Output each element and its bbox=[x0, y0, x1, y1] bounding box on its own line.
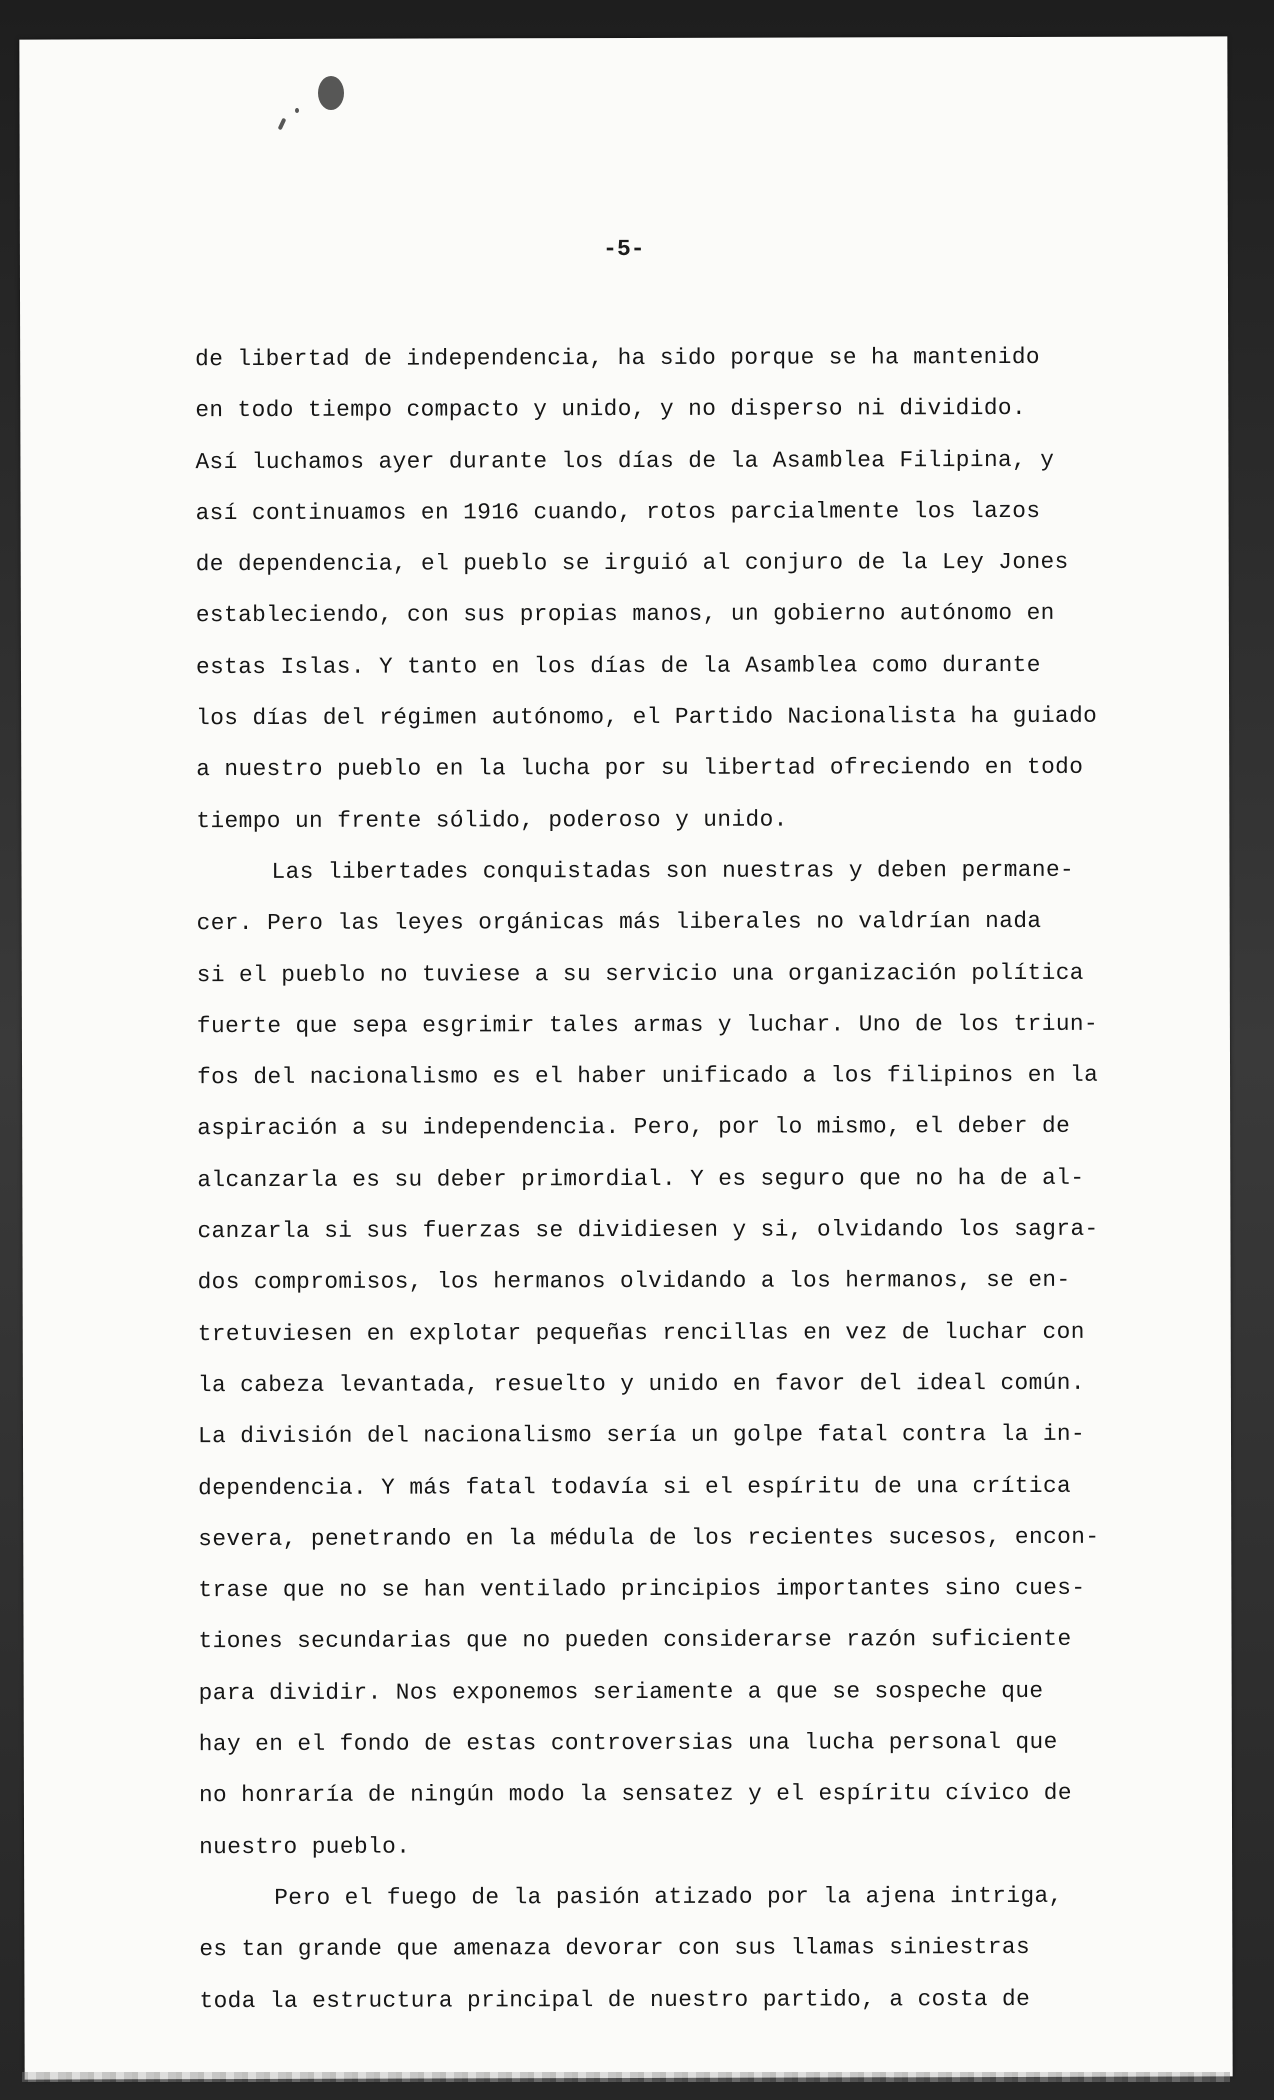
paragraph-first-line: Las libertades conquistadas son nuestras y deben permane- bbox=[271, 856, 1075, 885]
text-line: nuestro pueblo. bbox=[199, 1833, 411, 1860]
body-text bbox=[195, 331, 1219, 2026]
ink-blot-mark bbox=[318, 76, 344, 110]
text-line: aspiración a su independencia. Pero, por lo mismo, el deber de bbox=[197, 1113, 1071, 1142]
text-line: a nuestro pueblo en la lucha por su libertad ofreciendo en todo bbox=[196, 754, 1084, 783]
text-line: tiempo un frente sólido, poderoso y unido. bbox=[196, 806, 788, 834]
text-line: alcanzarla es su deber primordial. Y es seguro que no ha de al- bbox=[197, 1164, 1085, 1193]
text-line: la cabeza levantada, resuelto y unido en favor del ideal común. bbox=[197, 1369, 1085, 1399]
text-line: trase que no se han ventilado principios importantes sino cues- bbox=[198, 1574, 1086, 1604]
paragraph-first-line: Pero el fuego de la pasión atizado por la ajena intriga, bbox=[274, 1882, 1063, 1911]
text-line: no honraría de ningún modo la sensatez y el espíritu cívico de bbox=[198, 1780, 1072, 1809]
text-line: dos compromisos, los hermanos olvidando a los hermanos, se en- bbox=[197, 1267, 1071, 1296]
text-line: dependencia. Y más fatal todavía si el espíritu de una crítica bbox=[198, 1472, 1072, 1501]
page-number: -5- bbox=[603, 235, 645, 263]
text-line: para dividir. Nos exponemos seriamente a que se sospeche que bbox=[198, 1677, 1044, 1706]
text-line: canzarla si sus fuerzas se dividiesen y si, olvidando los sagra- bbox=[197, 1215, 1099, 1245]
text-line: tretuviesen en explotar pequeñas rencillas en vez de luchar con bbox=[197, 1318, 1085, 1347]
text-line: los días del régimen autónomo, el Partido Nacionalista ha guiado bbox=[196, 702, 1098, 732]
text-line: de dependencia, el pueblo se irguió al conjuro de la Ley Jones bbox=[195, 549, 1069, 578]
text-line: de libertad de independencia, ha sido porque se ha mantenido bbox=[195, 343, 1041, 373]
text-line: Así luchamos ayer durante los días de la Asamblea Filipina, y bbox=[195, 446, 1055, 475]
text-line: en todo tiempo compacto y unido, y no disperso ni dividido. bbox=[195, 395, 1027, 424]
text-line: fuerte que sepa esgrimir tales armas y luchar. Uno de los triun- bbox=[196, 1010, 1099, 1039]
text-line: cer. Pero las leyes orgánicas más liberales no valdrían nada bbox=[196, 908, 1042, 937]
text-line: es tan grande que amenaza devorar con sus llamas siniestras bbox=[199, 1934, 1031, 1963]
text-line: fos del nacionalismo es el haber unificado a los filipinos en la bbox=[197, 1061, 1099, 1091]
paper-sheet bbox=[19, 36, 1232, 2079]
text-line: severa, penetrando en la médula de los recientes sucesos, encon- bbox=[198, 1523, 1100, 1552]
text-line: toda la estructura principal de nuestro partido, a costa de bbox=[199, 1985, 1031, 2014]
ink-speck-mark bbox=[295, 108, 299, 113]
paper-bottom-edge bbox=[22, 2072, 1230, 2082]
text-line: si el pueblo no tuviese a su servicio una organización política bbox=[196, 959, 1084, 988]
text-line: La división del nacionalismo sería un golpe fatal contra la in- bbox=[197, 1421, 1086, 1450]
text-line: estas Islas. Y tanto en los días de la Asamblea como durante bbox=[195, 651, 1041, 680]
text-line: estableciendo, con sus propias manos, un gobierno autónomo en bbox=[195, 600, 1055, 629]
text-line: así continuamos en 1916 cuando, rotos parcialmente los lazos bbox=[195, 497, 1041, 527]
text-line: hay en el fondo de estas controversias una lucha personal que bbox=[198, 1728, 1058, 1758]
text-line: tiones secundarias que no pueden considerarse razón suficiente bbox=[198, 1626, 1072, 1655]
